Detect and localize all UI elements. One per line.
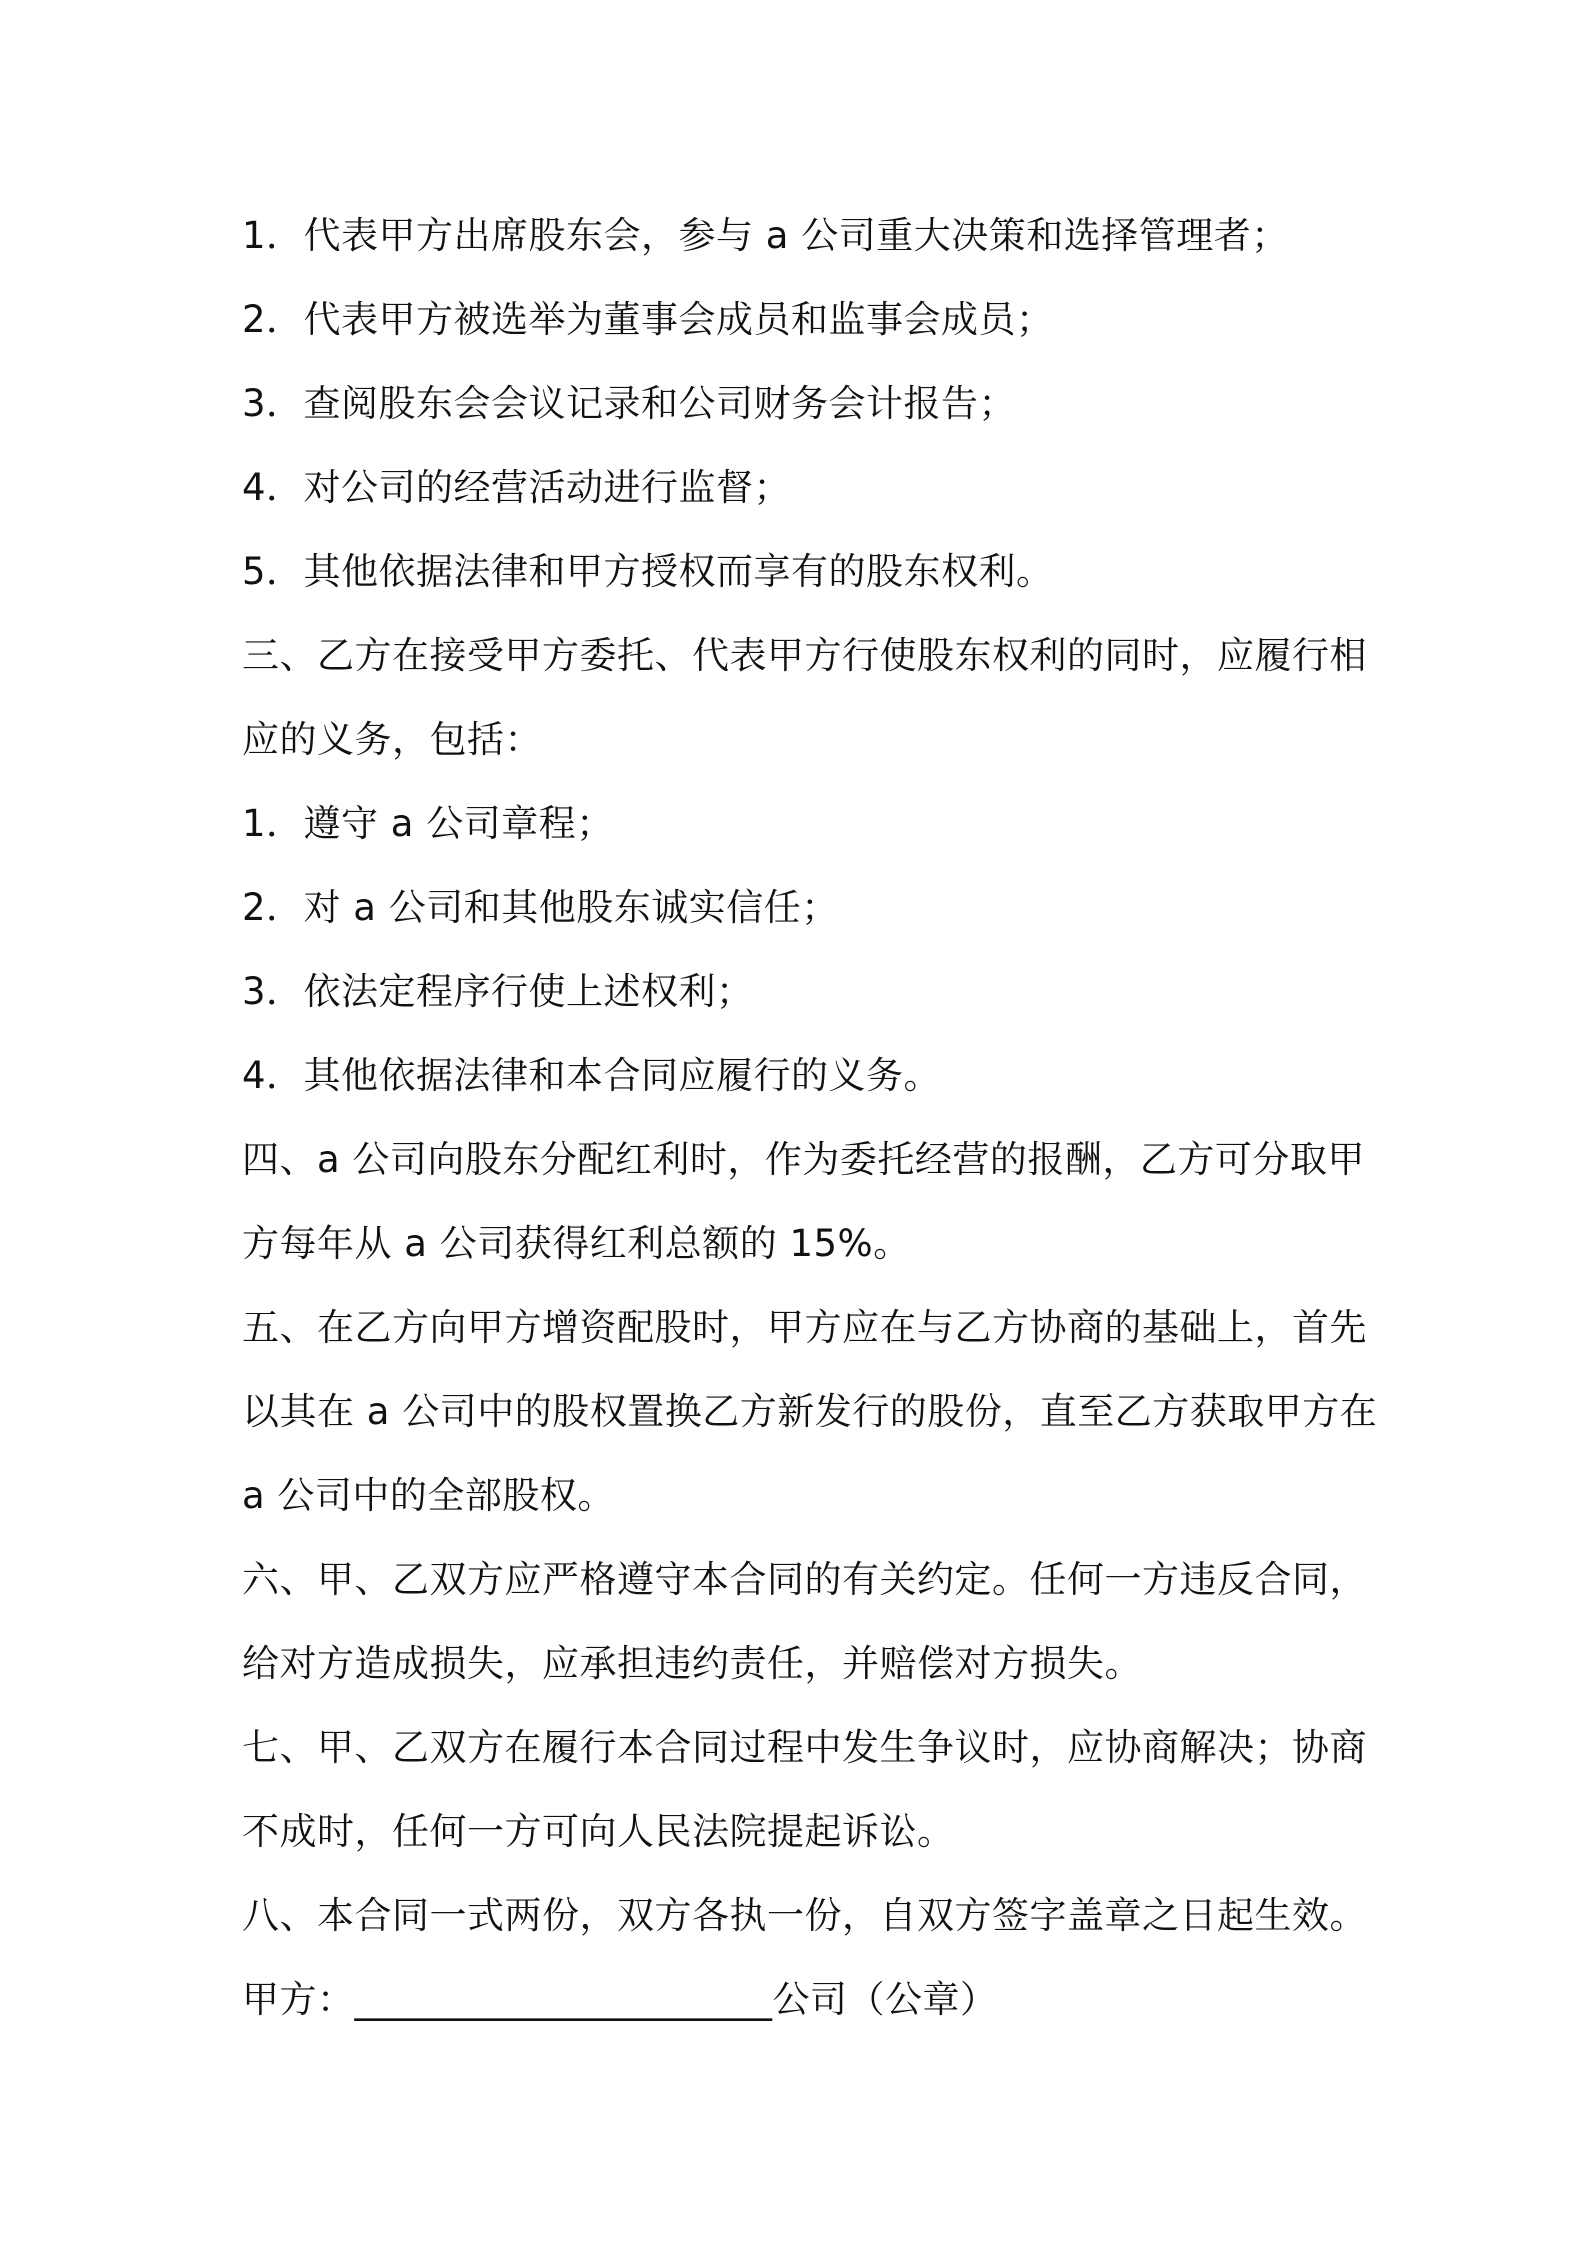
clause-5-line-2: 以其在 a 公司中的股权置换乙方新发行的股份，直至乙方获取甲方在 [242,1390,1378,1433]
duty-item-2: 2．对 a 公司和其他股东诚实信任； [242,886,839,929]
clause-4-line-1: 四、a 公司向股东分配红利时，作为委托经营的报酬，乙方可分取甲 [242,1138,1365,1181]
duty-item-3: 3．依法定程序行使上述权利； [242,970,754,1013]
contract-text [242,194,1378,2042]
right-item-5: 5．其他依据法律和甲方授权而享有的股东权利。 [242,550,1054,593]
clause-6-line-1: 六、甲、乙双方应严格遵守本合同的有关约定。任何一方违反合同， [242,1558,1367,1601]
clause-3-line-1: 三、乙方在接受甲方委托、代表甲方行使股东权利的同时，应履行相 [242,634,1367,677]
right-item-4: 4．对公司的经营活动进行监督； [242,466,792,509]
clause-6-line-2: 给对方造成损失，应承担违约责任，并赔偿对方损失。 [242,1642,1142,1685]
clause-4-line-2: 方每年从 a 公司获得红利总额的 15%。 [242,1222,911,1265]
right-item-1: 1．代表甲方出席股东会，参与 a 公司重大决策和选择管理者； [242,214,1289,257]
duty-item-4: 4．其他依据法律和本合同应履行的义务。 [242,1054,942,1097]
clause-3-line-2: 应的义务，包括： [242,718,542,761]
party-a-signature-line: 甲方：______________________公司（公章） [242,1978,998,2021]
right-item-3: 3．查阅股东会会议记录和公司财务会计报告； [242,382,1017,425]
right-item-2: 2．代表甲方被选举为董事会成员和监事会成员； [242,298,1054,341]
clause-5-line-3: a 公司中的全部股权。 [242,1474,615,1517]
clause-7-line-2: 不成时，任何一方可向人民法院提起诉讼。 [242,1810,955,1853]
duty-item-1: 1．遵守 a 公司章程； [242,802,614,845]
clause-7-line-1: 七、甲、乙双方在履行本合同过程中发生争议时，应协商解决；协商 [242,1726,1367,1769]
clause-5-line-1: 五、在乙方向甲方增资配股时，甲方应在与乙方协商的基础上，首先 [242,1306,1367,1349]
clause-8-line-1: 八、本合同一式两份，双方各执一份，自双方签字盖章之日起生效。 [242,1894,1367,1937]
